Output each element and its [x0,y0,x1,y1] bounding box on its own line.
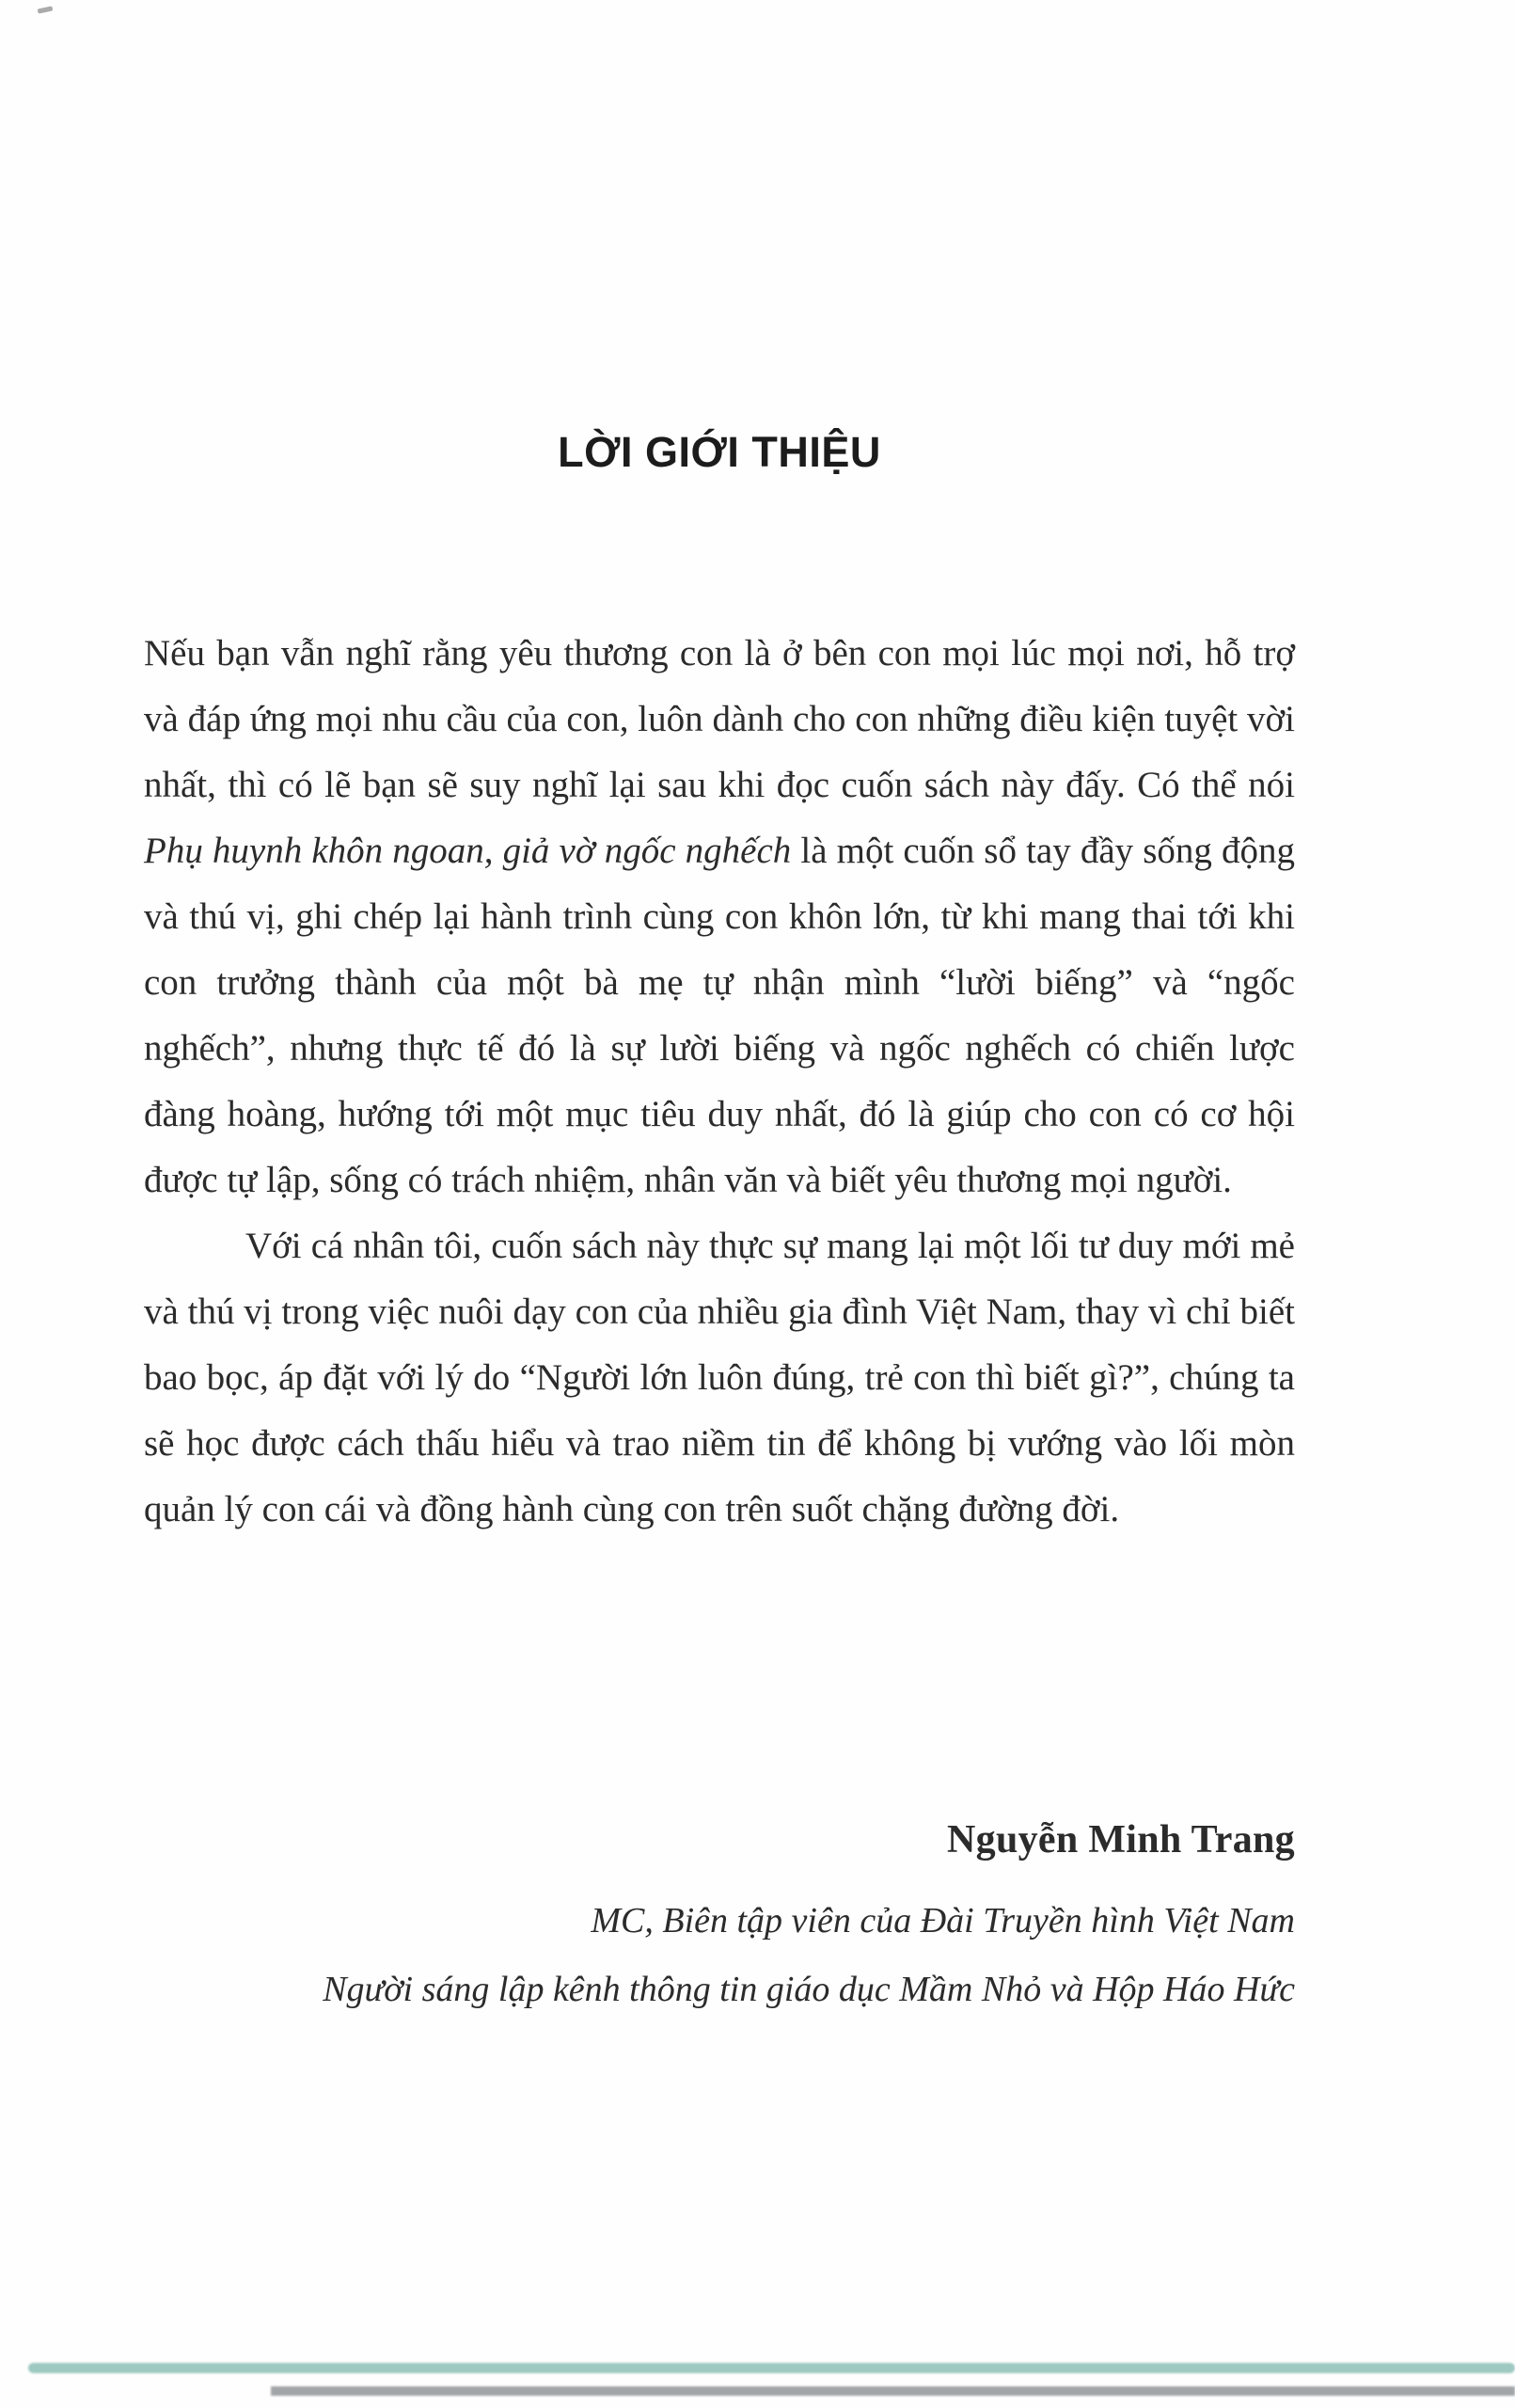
author-credit-line-2: Người sáng lập kênh thông tin giáo dục Mầm Nhỏ và Hộp Háo Hức [323,1970,1295,2009]
paragraph-1 [144,621,1295,1213]
author-credits [144,1887,1295,2024]
title-block [144,428,1295,477]
scan-artifact-teal-line [28,2363,1515,2373]
paragraph-1-text-a: Nếu bạn vẫn nghĩ rằng yêu thương con là ở bên con mọi lúc mọi nơi, hỗ trợ và đáp ứng mọi nhu cầu của con, luôn dành cho con những điều kiện tuyệt vời nhất, thì có lẽ bạn sẽ suy nghĩ lại sau khi đọc cuốn sách này đấy. Có thể nói [144,633,1295,805]
page-title: LỜI GIỚI THIỆU [558,428,881,476]
paragraph-1-text-b: là một cuốn sổ tay đầy sống động và thú vị, ghi chép lại hành trình cùng con khôn lớn, từ khi mang thai tới khi con trưởng thành của một bà mẹ tự nhận mình “lười biếng” và “ngốc nghếch”, nhưng thực tế đó là sự lười biếng và ngốc nghếch có chiến lược đàng hoàng, hướng tới một mục tiêu duy nhất, đó là giúp cho con có cơ hội được tự lập, sống có trách nhiệm, nhân văn và biết yêu thương mọi người. [144,831,1296,1200]
scan-artifact-gray-line [271,2386,1515,2396]
author-credit-line-1: MC, Biên tập viên của Đài Truyền hình Việt Nam [591,1901,1295,1941]
body-text [144,621,1295,1543]
signature-block [144,1817,1295,2024]
author-signature: Nguyễn Minh Trang [947,1818,1295,1861]
book-title-italic: Phụ huynh khôn ngoan, giả vờ ngốc nghếch [144,831,792,871]
scan-pen-mark [38,6,54,13]
paragraph-2: Với cá nhân tôi, cuốn sách này thực sự mang lại một lối tư duy mới mẻ và thú vị trong việc nuôi dạy con của nhiều gia đình Việt Nam, thay vì chỉ biết bao bọc, áp đặt với lý do “Người lớn luôn đúng, trẻ con thì biết gì?”, chúng ta sẽ học được cách thấu hiểu và trao niềm tin để không bị vướng vào lối mòn quản lý con cái và đồng hành cùng con trên suốt chặng đường đời. [144,1226,1295,1529]
